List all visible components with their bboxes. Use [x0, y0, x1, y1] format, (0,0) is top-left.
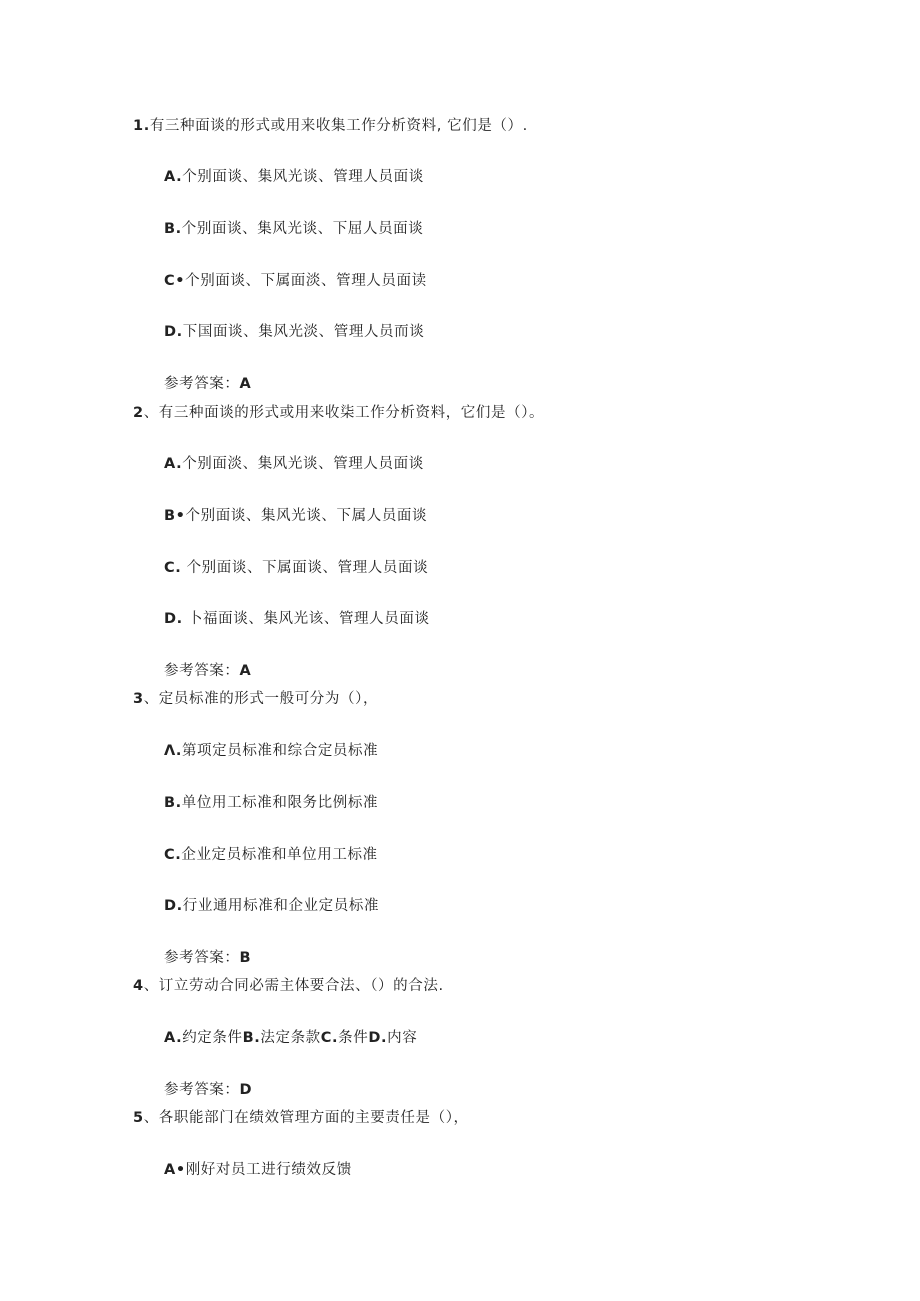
answer-value: B: [239, 950, 252, 966]
answer-4: [164, 1080, 252, 1100]
option-letter: C.: [320, 1030, 339, 1046]
option-text: 条件: [338, 1030, 369, 1046]
option-3b: [164, 793, 378, 813]
option-letter: B.: [164, 221, 182, 237]
answer-value: A: [239, 663, 252, 679]
option-letter: B.: [242, 1030, 261, 1046]
option-text: 约定条件: [182, 1030, 243, 1046]
option-letter: C.: [164, 847, 182, 863]
option-3a: [164, 741, 378, 761]
option-letter: A.: [164, 169, 183, 185]
answer-label: 参考答案：: [164, 663, 240, 679]
answer-value: A: [239, 376, 252, 392]
option-text: 单位用工标准和限务比例标准: [181, 795, 379, 811]
question-number: 2: [133, 405, 144, 421]
option-text: 个别面谈、集风光谈、管理人员面谈: [182, 169, 424, 185]
option-1d: [164, 322, 424, 342]
option-text: 个别面淡、集风光谈、管理人员面谈: [182, 456, 424, 472]
answer-1: [164, 374, 251, 394]
question-text: 、有三种面谈的形式或用来收柒工作分析资料，它们是（）。: [143, 405, 545, 421]
option-text: 企业定员标准和单位用工标准: [181, 847, 378, 863]
question-2: [133, 403, 544, 423]
answer-label: 参考答案：: [164, 1082, 240, 1098]
option-3d: [164, 896, 379, 916]
option-letter: D.: [164, 611, 183, 627]
option-3c: [164, 845, 378, 865]
question-4: [133, 976, 444, 996]
question-text: 、各职能部门在绩效管理方面的主要责任是（），: [143, 1110, 469, 1126]
question-number: 5: [133, 1110, 144, 1126]
option-letter: Λ.: [164, 743, 182, 759]
question-5: [133, 1108, 469, 1128]
question-1: [133, 116, 528, 136]
option-letter: D.: [164, 324, 183, 340]
answer-label: 参考答案：: [164, 950, 240, 966]
option-letter: A•: [164, 1162, 186, 1178]
option-2b: [164, 506, 427, 526]
option-letter: C.: [164, 560, 182, 576]
option-text: 行业通用标准和企业定员标准: [182, 898, 380, 914]
option-text: 刚好对员工进行绩效反馈: [185, 1162, 352, 1178]
question-number: 3: [133, 691, 144, 707]
option-letter: C•: [164, 273, 186, 289]
option-letter: A.: [164, 456, 183, 472]
question-3: [133, 689, 378, 709]
question-text: 有三种面谈的形式或用来收集工作分析资料, 它们是（）.: [149, 118, 528, 134]
option-2a: [164, 454, 424, 474]
answer-2: [164, 661, 251, 681]
option-text: 个别面谈、下属面谈、管理人员面谈: [181, 560, 429, 576]
option-text: 内容: [387, 1030, 418, 1046]
option-5a: [164, 1160, 352, 1180]
option-2c: [164, 558, 428, 578]
option-text: 个别面谈、集风光谈、下屈人员面谈: [181, 221, 424, 237]
question-text: 、订立劳动合同必需主体要合法、（）的合法.: [143, 978, 444, 994]
question-text: 、定员标准的形式一般可分为（），: [143, 691, 379, 707]
option-1b: [164, 219, 423, 239]
option-letter: A.: [164, 1030, 183, 1046]
answer-label: 参考答案：: [164, 376, 240, 392]
option-text: 下国面谈、集风光淡、管理人员而谈: [182, 324, 425, 340]
option-2d: [164, 609, 430, 629]
option-text: 个别面谈、集风光谈、下属人员面谈: [185, 508, 428, 524]
option-text: 第项定员标准和综合定员标准: [181, 743, 379, 759]
option-1c: [164, 271, 427, 291]
question-number: 1.: [133, 118, 150, 134]
answer-value: D: [239, 1082, 253, 1098]
option-1a: [164, 167, 424, 187]
option-letter: B•: [164, 508, 186, 524]
option-letter: D.: [164, 898, 183, 914]
option-letter: D.: [368, 1030, 388, 1046]
option-text: 卜福面谈、集风光该、管理人员面谈: [182, 611, 430, 627]
options-4-inline: [164, 1028, 417, 1048]
option-text: 法定条款: [260, 1030, 321, 1046]
option-letter: B.: [164, 795, 182, 811]
option-text: 个别面谈、下属面淡、管理人员面读: [185, 273, 427, 289]
answer-3: [164, 948, 251, 968]
question-number: 4: [133, 978, 144, 994]
